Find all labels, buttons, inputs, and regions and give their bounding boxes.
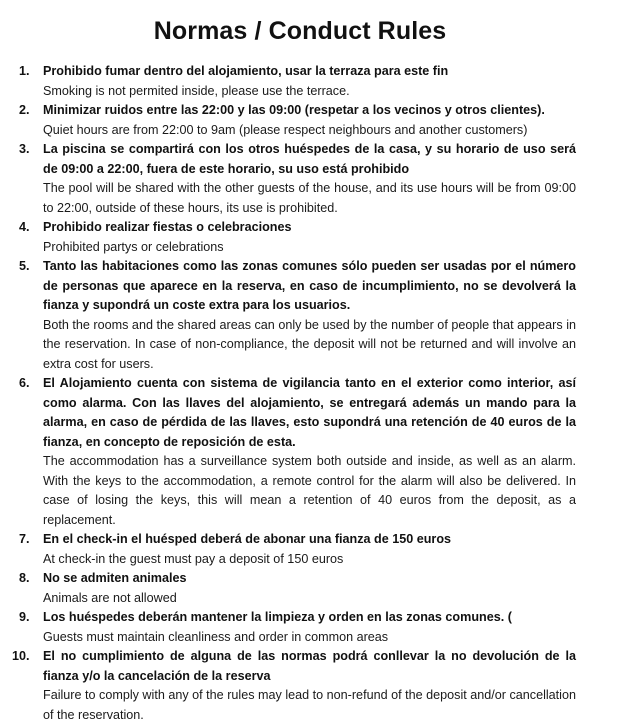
rule-number: 8. bbox=[19, 571, 30, 585]
rule-english-text: Quiet hours are from 22:00 to 9am (please respect neighbours and another customers) bbox=[43, 122, 528, 137]
rule-english-text: The pool will be shared with the other guests of the house, and its use hours will be from 09:00 to 22:00, outside of these hours, its use is prohibited. bbox=[43, 181, 576, 215]
rule-number: 1. bbox=[19, 64, 30, 78]
rule-english-text: Both the rooms and the shared areas can only be used by the number of people that appears in the reservation. In case of non-compliance, the deposit will not be returned and will involve an extra cost for users. bbox=[43, 317, 576, 371]
rule-english-text: The accommodation has a surveillance system both outside and inside, as well as an alarm. With the keys to the accommodation, a remote control for the alarm will also be delivered. In case of losing the keys, this will mean a retention of 40 euros from the deposit, as a replacement. bbox=[43, 454, 576, 527]
rule-english-text: At check-in the guest must pay a deposit of 150 euros bbox=[43, 551, 344, 566]
rule-1 bbox=[0, 62, 630, 101]
rule-5 bbox=[0, 257, 630, 374]
rule-english-text: Smoking is not permited inside, please use the terrace. bbox=[43, 83, 350, 98]
rule-number: 4. bbox=[19, 220, 30, 234]
rule-number: 7. bbox=[19, 532, 30, 546]
rule-number: 10. bbox=[12, 649, 30, 663]
rule-spanish-text: Tanto las habitaciones como las zonas comunes sólo pueden ser usadas por el número de personas que aparece en la reserva, en caso de incumplimiento, no se devolverá la fianza y supondrá un coste extra para los usuarios. bbox=[43, 259, 576, 312]
rule-spanish-text: El Alojamiento cuenta con sistema de vigilancia tanto en el exterior como interior, así como alarma. Con las llaves del alojamiento, se entregará además un mando para la alarma, en caso de pérdida de las llaves, esto supondrá una retención de 40 euros de la fianza, en concepto de reposición de esta. bbox=[43, 376, 576, 449]
rule-number: 6. bbox=[19, 376, 30, 390]
rule-10 bbox=[0, 647, 630, 725]
rule-spanish-text: En el check-in el huésped deberá de abonar una fianza de 150 euros bbox=[43, 532, 452, 546]
rule-9 bbox=[0, 608, 630, 647]
rule-2 bbox=[0, 101, 630, 140]
rule-4 bbox=[0, 218, 630, 257]
rule-3 bbox=[0, 140, 630, 218]
rule-spanish-text: El no cumplimiento de alguna de las normas podrá conllevar la no devolución de la fianza y/o la cancelación de la reserva bbox=[43, 649, 576, 683]
rule-spanish-text: Minimizar ruidos entre las 22:00 y las 09:00 (respetar a los vecinos y otros clientes). bbox=[43, 103, 545, 117]
rule-spanish-text: Prohibido realizar fiestas o celebraciones bbox=[43, 220, 292, 234]
rule-spanish-text: Los huéspedes deberán mantener la limpieza y orden en las zonas comunes. ( bbox=[43, 610, 512, 624]
rule-8 bbox=[0, 569, 630, 608]
rule-6 bbox=[0, 374, 630, 530]
rule-english-text: Animals are not allowed bbox=[43, 590, 177, 605]
rule-number: 9. bbox=[19, 610, 30, 624]
rule-number: 2. bbox=[19, 103, 30, 117]
rule-spanish-text: No se admiten animales bbox=[43, 571, 187, 585]
page-title: Normas / Conduct Rules bbox=[153, 17, 447, 45]
rule-7 bbox=[0, 530, 630, 569]
rule-number: 5. bbox=[19, 259, 30, 273]
rules-list bbox=[0, 62, 630, 725]
rule-english-text: Failure to comply with any of the rules may lead to non-refund of the deposit and/or cancellation of the reservation. bbox=[43, 688, 576, 722]
rule-spanish-text: Prohibido fumar dentro del alojamiento, usar la terraza para este fin bbox=[43, 64, 449, 78]
rule-english-text: Guests must maintain cleanliness and order in common areas bbox=[43, 629, 389, 644]
rule-number: 3. bbox=[19, 142, 30, 156]
rule-spanish-text: La piscina se compartirá con los otros huéspedes de la casa, y su horario de uso será de 09:00 a 22:00, fuera de este horario, su uso está prohibido bbox=[43, 142, 576, 176]
rule-english-text: Prohibited partys or celebrations bbox=[43, 239, 224, 254]
